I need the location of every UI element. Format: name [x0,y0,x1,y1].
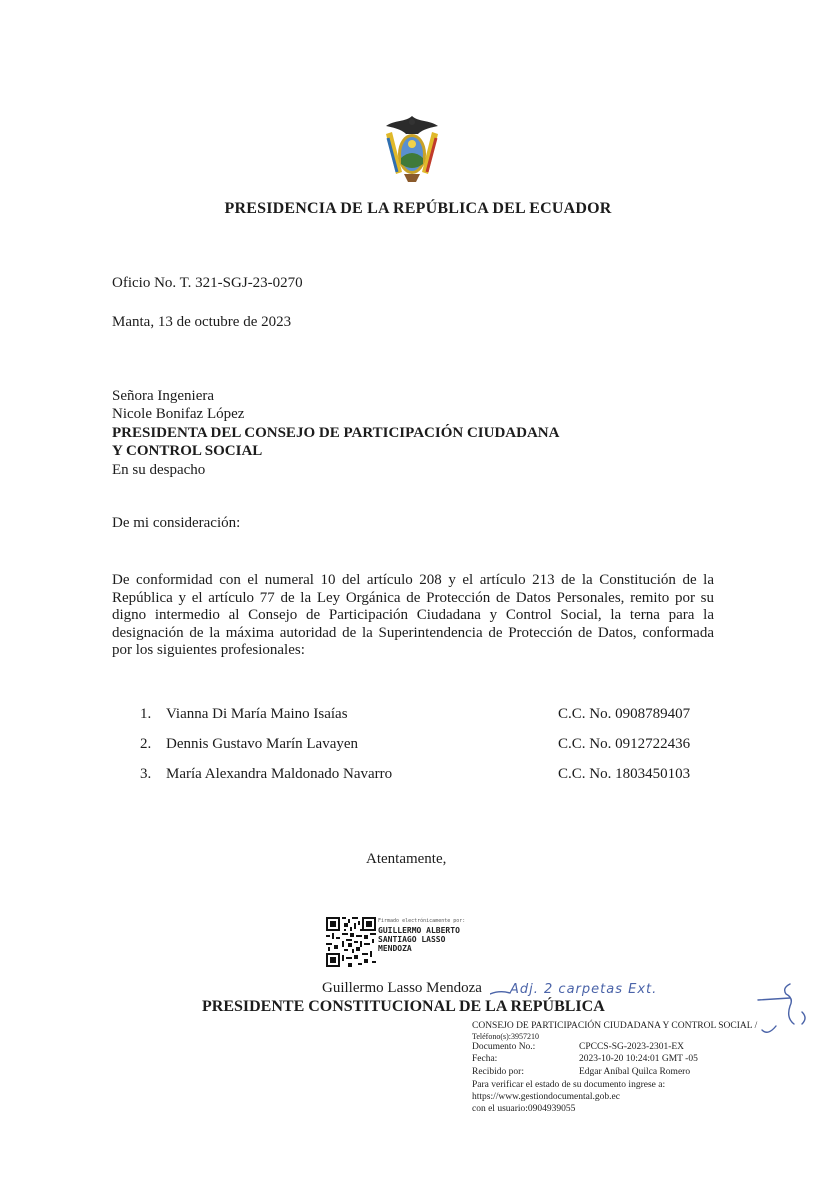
candidate-name: María Alexandra Maldonado Navarro [166,766,393,782]
candidate-id: C.C. No. 1803450103 [558,766,691,782]
coat-of-arms-icon [376,114,448,186]
letter-body: De conformidad con el numeral 10 del artículo 208 y el artículo 213 de la Constitución de la República y el artículo 77 de la Ley Orgánica de Protección de Datos Personales, remito por su digno intermedio al Consejo de Participación Ciudadana y Control Social, la terna para la designación de la máxima autoridad de la Superintendencia de Protección de Datos, conformada por los siguientes profesionales: [112,572,714,658]
candidate-name: Vianna Di María Maino Isaías [166,706,348,722]
institution-header: PRESIDENCIA DE LA REPÚBLICA DEL ECUADOR [224,200,612,217]
list-item [140,766,710,783]
digital-signature-name [378,926,460,953]
handwritten-text: Adj. 2 carpetas Ext. [510,982,658,997]
recipient-title-line1: PRESIDENTA DEL CONSEJO DE PARTICIPACIÓN CIUDADANA [112,425,560,441]
stamp-verify-line: Para verificar el estado de su documento ingrese a: [472,1080,666,1090]
list-item [140,736,710,753]
stamp-date-row [472,1054,698,1064]
stamp-date-label: Fecha: [472,1054,498,1064]
qr-code-icon [326,917,376,967]
digital-signature-line: GUILLERMO ALBERTO [378,926,460,935]
closing: Atentamente, [366,851,447,867]
candidate-number: 1. [140,706,152,722]
signer-name: Guillermo Lasso Mendoza [322,980,482,996]
candidate-id: C.C. No. 0908789407 [558,706,691,722]
stamp-doc-row [472,1042,684,1052]
reference-number: Oficio No. T. 321-SGJ-23-0270 [112,275,303,291]
recipient-title-line2: Y CONTROL SOCIAL [112,443,263,459]
stamp-doc-value: CPCCS-SG-2023-2301-EX [579,1042,685,1052]
stamp-org: CONSEJO DE PARTICIPACIÓN CIUDADANA Y CONTROL SOCIAL / [472,1021,758,1031]
recipient-location: En su despacho [112,462,206,478]
digital-signature-line: SANTIAGO LASSO [378,935,446,944]
candidate-id: C.C. No. 0912722436 [558,736,691,752]
stamp-date-value: 2023-10-20 10:24:01 GMT -05 [579,1054,698,1064]
candidate-number: 3. [140,766,152,782]
stamp-received-label: Recibido por: [472,1067,524,1077]
digital-signature-line: MENDOZA [378,944,412,953]
stamp-phone: Teléfono(s):3957210 [472,1032,539,1041]
stamp-verify-user: con el usuario:0904939055 [472,1104,576,1114]
stamp-doc-label: Documento No.: [472,1042,536,1052]
signer-title: PRESIDENTE CONSTITUCIONAL DE LA REPÚBLICA [202,998,605,1015]
recipient-salutation: Señora Ingeniera [112,388,215,404]
recipient-name: Nicole Bonifaz López [112,406,245,422]
stamp-received-value: Edgar Aníbal Quilca Romero [579,1067,691,1077]
greeting: De mi consideración: [112,515,241,531]
stamp-received-row [472,1067,690,1077]
digital-signature-label: Firmado electrónicamente por: [378,918,466,924]
candidate-number: 2. [140,736,152,752]
stamp-verify-url[interactable]: https://www.gestiondocumental.gob.ec [472,1092,620,1102]
list-item [140,706,710,723]
place-date: Manta, 13 de octubre de 2023 [112,314,292,330]
candidate-name: Dennis Gustavo Marín Lavayen [166,736,359,752]
handwritten-note [490,978,830,1048]
